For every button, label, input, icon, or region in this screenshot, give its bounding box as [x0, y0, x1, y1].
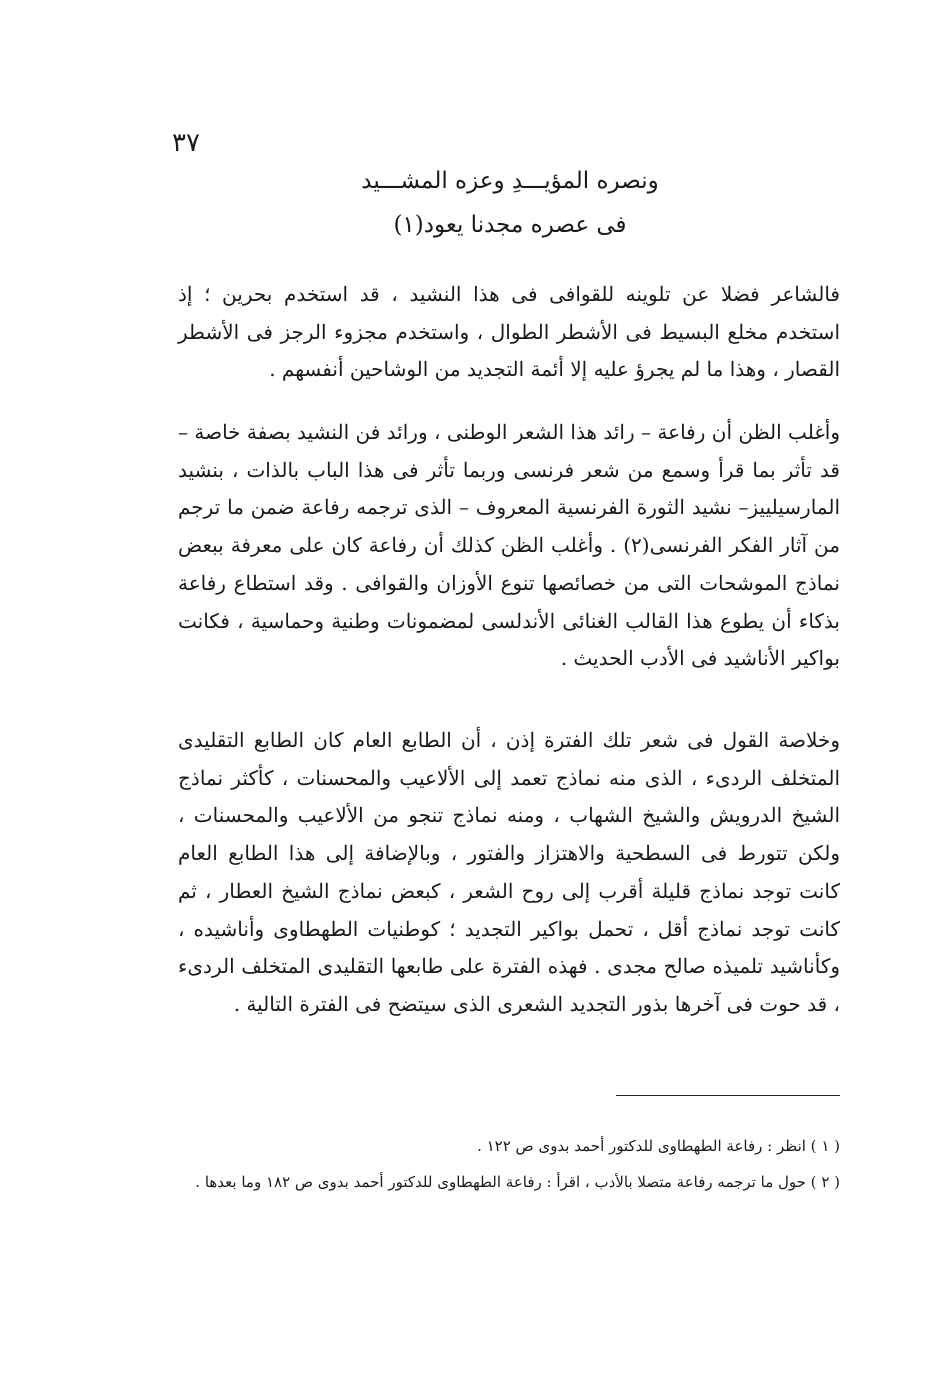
footnote-2-text: ( ٢ ) حول ما ترجمه رفاعة متصلا بالأدب ، اقرأ : رفاعة الطهطاوى للدكتور أحمد بدوى ص ١٨٢ وما بعدها .: [195, 1173, 840, 1191]
footnote-divider: [616, 1095, 840, 1096]
footnotes: [178, 1130, 840, 1198]
paragraph-1: فالشاعر فضلا عن تلوينه للقوافى فى هذا النشيد ، قد استخدم بحرين ؛ إذ استخدم مخلع البسيط فى الأشطر الطوال ، واستخدم مجزوء الرجز فى الأشطر القصار ، وهذا ما لم يجرؤ عليه إلا أئمة التجديد من الوشاحين أنفسهم .: [178, 282, 841, 382]
footnote-1-text: ( ١ ) انظر : رفاعة الطهطاوى للدكتور أحمد بدوى ص ١٢٢ .: [477, 1137, 840, 1155]
paragraph-2: وأغلب الظن أن رفاعة – رائد هذا الشعر الوطنى ، ورائد فن النشيد بصفة خاصة – قد تأثر بما قرأ وسمع من شعر فرنسى وربما تأثر فى هذا الباب بالذات ، بنشيد المارسيلييز– نشيد الثورة الفرنسية المعروف – الذى ترجمه رفاعة ضمن ما ترجم من آثار الفكر الفرنسى(٢) . وأغلب الظن كذلك أن رفاعة كان على معرفة ببعض نماذج الموشحات التى من خصائصها تنوع الأوزان والقوافى . وقد استطاع رفاعة بذكاء أن يطوع هذا القالب الغنائى الأندلسى لمضمونات وطنية وحماسية ، فكانت بواكير الأناشيد فى الأدب الحديث .: [178, 420, 840, 671]
verse-line-2: فى عصره مجدنا يعود(١): [393, 212, 627, 238]
paragraph-3: وخلاصة القول فى شعر تلك الفترة إذن ، أن الطابع العام كان الطابع التقليدى المتخلف الردىء ، الذى منه نماذج تعمد إلى الألاعيب والمحسنات ، كأكثر نماذج الشيخ الدرويش والشيخ الشهاب ، ومنه نماذج تنجو من الألاعيب والمحسنات ، ولكن تتورط فى السطحية والاهتزاز والفتور ، وبالإضافة إلى هذا الطابع العام كانت توجد نماذج قليلة أقرب إلى روح الشعر ، كبعض نماذج الشيخ العطار ، ثم كانت توجد نماذج أقل ، تحمل بواكير التجديد ؛ كوطنيات الطهطاوى وأناشيده ، وكأناشيد تلميذه صالح مجدى . فهذه الفترة على طابعها التقليدى المتخلف الردىء ، قد حوت فى آخرها بذور التجديد الشعرى الذى سيتضح فى الفترة التالية .: [178, 728, 840, 1016]
footnote-2: [178, 1166, 840, 1198]
page-number: ٣٧: [172, 128, 200, 158]
verse-line-1: ونصره المؤيـــدِ وعزه المشـــيد: [361, 168, 659, 194]
footnote-1: [178, 1130, 840, 1162]
